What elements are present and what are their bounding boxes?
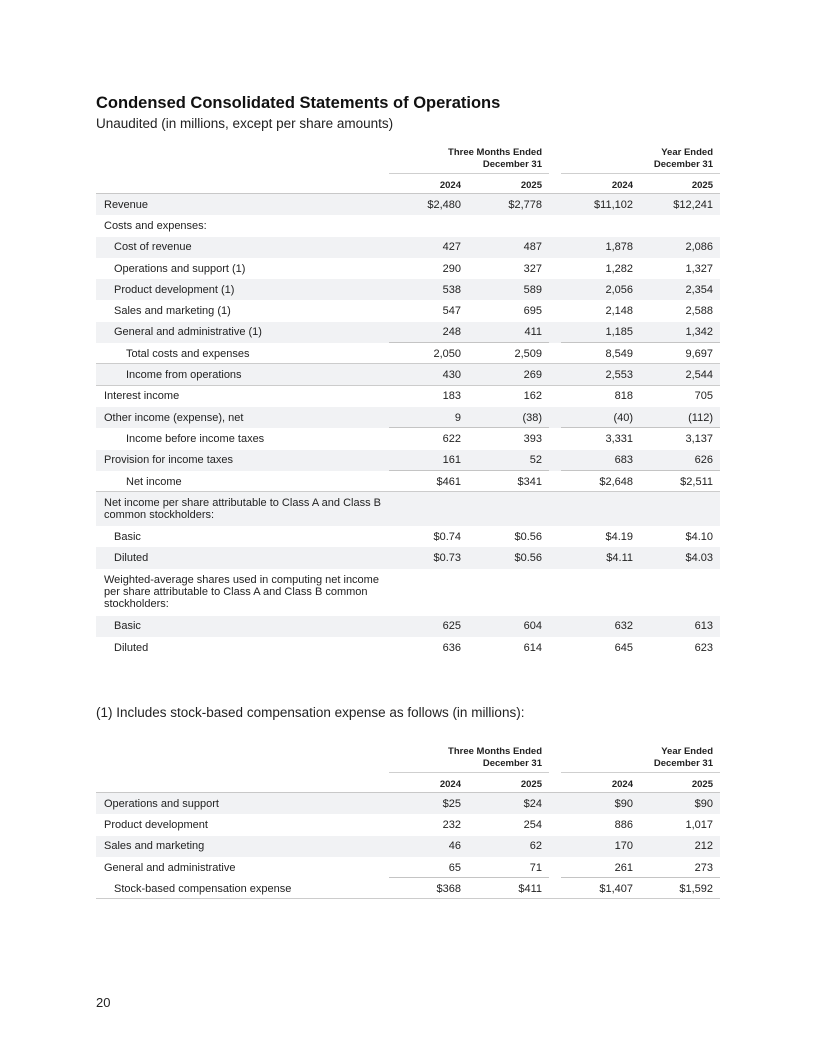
group-header-line: Three Months Ended: [448, 746, 542, 757]
value-cell: 636: [442, 641, 461, 654]
value-cell: 604: [523, 620, 542, 633]
table-row: [96, 279, 720, 300]
value-cell: $90: [614, 797, 633, 810]
row-label: Basic: [114, 620, 141, 633]
value-cell: 645: [614, 641, 633, 654]
value-cell: $341: [517, 475, 542, 488]
value-cell: 9,697: [685, 347, 713, 360]
table-row: [96, 428, 720, 449]
table-row: [96, 386, 720, 407]
row-label: Interest income: [104, 390, 180, 403]
table-header: [96, 147, 720, 194]
value-cell: 683: [614, 454, 633, 467]
value-cell: $4.10: [685, 530, 713, 543]
value-cell: 614: [523, 641, 542, 654]
table-row: [96, 547, 720, 568]
value-cell: 1,282: [605, 262, 633, 275]
row-label: Other income (expense), net: [104, 411, 244, 424]
value-cell: 1,342: [685, 326, 713, 339]
value-cell: 2,509: [514, 347, 542, 360]
value-cell: $411: [518, 882, 542, 895]
group-divider: [561, 772, 720, 773]
value-cell: 161: [442, 454, 461, 467]
year-header: 2024: [439, 180, 461, 191]
value-cell: 2,056: [605, 283, 633, 296]
group-header-line: December 31: [653, 159, 713, 170]
group-header-line: December 31: [482, 758, 542, 769]
value-cell: $2,480: [427, 198, 461, 211]
value-cell: 430: [442, 369, 461, 382]
value-cell: 1,185: [605, 326, 633, 339]
table-row: [96, 836, 720, 857]
page-number: 20: [96, 995, 111, 1010]
row-label: Diluted: [114, 552, 149, 565]
value-cell: 183: [442, 390, 461, 403]
value-cell: $2,648: [599, 475, 633, 488]
value-cell: 273: [694, 861, 713, 874]
row-label: Income before income taxes: [126, 432, 265, 445]
value-cell: 625: [442, 620, 461, 633]
group-header-line: Three Months Ended: [448, 147, 542, 158]
value-cell: 3,331: [605, 432, 633, 445]
table-row: [96, 237, 720, 258]
row-label: Net income per share attributable to Class A and Class B common stockholders:: [104, 497, 381, 522]
value-cell: $25: [442, 797, 461, 810]
value-cell: (40): [613, 411, 633, 424]
row-label: Total costs and expenses: [126, 347, 250, 360]
table-body: [96, 194, 720, 658]
row-label: Basic: [114, 530, 141, 543]
value-cell: 8,549: [605, 347, 633, 360]
value-cell: 248: [442, 326, 461, 339]
table-header: [96, 746, 720, 793]
group-header-line: Year Ended: [661, 147, 713, 158]
table-row: [96, 616, 720, 637]
value-cell: (112): [688, 411, 713, 424]
table-row: [96, 215, 720, 236]
value-cell: $4.03: [685, 552, 713, 565]
row-label: Cost of revenue: [114, 241, 192, 254]
year-header: 2025: [520, 779, 542, 790]
year-header: 2024: [611, 779, 633, 790]
value-cell: 589: [523, 283, 542, 296]
value-cell: 411: [524, 326, 542, 339]
statement-of-operations-table: [96, 147, 720, 658]
value-cell: 290: [442, 262, 461, 275]
value-cell: $2,511: [680, 475, 713, 488]
value-cell: 62: [529, 840, 542, 853]
value-cell: (38): [522, 411, 542, 424]
table-row: [96, 857, 720, 878]
table-row: [96, 526, 720, 547]
table-row: [96, 814, 720, 835]
footnote-title: (1) Includes stock-based compensation expense as follows (in millions):: [96, 705, 525, 720]
value-cell: 427: [442, 241, 461, 254]
table-body: [96, 793, 720, 899]
row-label: Sales and marketing (1): [114, 305, 231, 318]
table-row: [96, 322, 720, 343]
table-row: [96, 793, 720, 814]
year-header: 2025: [520, 180, 542, 191]
year-header: 2024: [439, 779, 461, 790]
value-cell: 65: [448, 861, 461, 874]
value-cell: 1,017: [685, 818, 713, 831]
row-label: Costs and expenses:: [104, 219, 207, 232]
group-header-line: Year Ended: [661, 746, 713, 757]
value-cell: 622: [442, 432, 461, 445]
value-cell: 886: [614, 818, 633, 831]
value-cell: 487: [523, 241, 542, 254]
value-cell: $11,102: [594, 198, 633, 211]
table-row: [96, 364, 720, 385]
row-label: Net income: [126, 475, 182, 488]
year-header: 2024: [611, 180, 633, 191]
value-cell: $0.56: [514, 552, 542, 565]
value-cell: 254: [523, 818, 542, 831]
value-cell: 393: [523, 432, 542, 445]
value-cell: 46: [448, 840, 461, 853]
row-label: Operations and support: [104, 797, 219, 810]
year-ended-header: [96, 746, 713, 770]
row-label: Provision for income taxes: [104, 454, 233, 467]
value-cell: 695: [523, 305, 542, 318]
value-cell: 2,148: [605, 305, 633, 318]
table-row: [96, 258, 720, 279]
table-row: [96, 471, 720, 492]
group-header-line: December 31: [482, 159, 542, 170]
stock-based-compensation-table: [96, 746, 720, 899]
value-cell: 170: [614, 840, 633, 853]
value-cell: 538: [442, 283, 461, 296]
table-row: [96, 343, 720, 364]
table-row: [96, 450, 720, 471]
row-label: Sales and marketing: [104, 840, 205, 853]
value-cell: 269: [523, 369, 542, 382]
value-cell: 261: [614, 861, 633, 874]
value-cell: 1,327: [685, 262, 713, 275]
value-cell: 2,544: [685, 369, 713, 382]
row-label: Diluted: [114, 641, 149, 654]
row-label: Stock-based compensation expense: [114, 882, 292, 895]
row-label: Product development (1): [114, 283, 235, 296]
value-cell: $4.11: [606, 552, 633, 565]
group-divider: [389, 772, 549, 773]
value-cell: 623: [694, 641, 713, 654]
row-label: Weighted-average shares used in computing net income per share attributable to Class A and Class B common stockholders:: [104, 574, 379, 611]
value-cell: 2,553: [605, 369, 633, 382]
row-label: General and administrative: [104, 861, 236, 874]
page-subtitle: Unaudited (in millions, except per share amounts): [96, 116, 394, 131]
group-divider: [389, 173, 549, 174]
table-row: [96, 569, 720, 616]
value-cell: 613: [694, 620, 713, 633]
value-cell: $1,407: [599, 882, 633, 895]
value-cell: $90: [694, 797, 713, 810]
value-cell: $2,778: [508, 198, 542, 211]
value-cell: 71: [529, 861, 542, 874]
value-cell: 547: [442, 305, 461, 318]
value-cell: 1,878: [605, 241, 633, 254]
value-cell: 327: [523, 262, 542, 275]
value-cell: 162: [523, 390, 542, 403]
value-cell: 9: [454, 411, 461, 424]
year-header: 2025: [691, 779, 713, 790]
value-cell: 2,588: [685, 305, 713, 318]
value-cell: $0.73: [433, 552, 461, 565]
value-cell: $0.74: [433, 530, 461, 543]
value-cell: $12,241: [673, 198, 713, 211]
value-cell: $368: [436, 882, 461, 895]
value-cell: 705: [694, 390, 713, 403]
value-cell: 2,050: [433, 347, 461, 360]
year-ended-header: [96, 147, 713, 171]
table-row: [96, 878, 720, 899]
value-cell: 2,354: [685, 283, 713, 296]
group-header-line: December 31: [653, 758, 713, 769]
value-cell: $24: [523, 797, 542, 810]
value-cell: 212: [694, 840, 713, 853]
row-label: Product development: [104, 818, 208, 831]
table-row: [96, 407, 720, 428]
value-cell: 232: [442, 818, 461, 831]
table-row: [96, 492, 720, 526]
value-cell: 2,086: [685, 241, 713, 254]
table-row: [96, 637, 720, 658]
row-label: Income from operations: [126, 369, 242, 382]
value-cell: $1,592: [679, 882, 713, 895]
table-row: [96, 194, 720, 215]
value-cell: 52: [529, 454, 542, 467]
page-title: Condensed Consolidated Statements of Operations: [96, 94, 501, 112]
year-header: 2025: [691, 180, 713, 191]
table-row: [96, 300, 720, 321]
group-divider: [561, 173, 720, 174]
row-label: Operations and support (1): [114, 262, 246, 275]
value-cell: $0.56: [514, 530, 542, 543]
value-cell: 626: [694, 454, 713, 467]
row-label: General and administrative (1): [114, 326, 262, 339]
value-cell: 3,137: [685, 432, 713, 445]
row-label: Revenue: [104, 198, 149, 211]
value-cell: $4.19: [605, 530, 633, 543]
value-cell: $461: [436, 475, 461, 488]
value-cell: 632: [614, 620, 633, 633]
value-cell: 818: [614, 390, 633, 403]
